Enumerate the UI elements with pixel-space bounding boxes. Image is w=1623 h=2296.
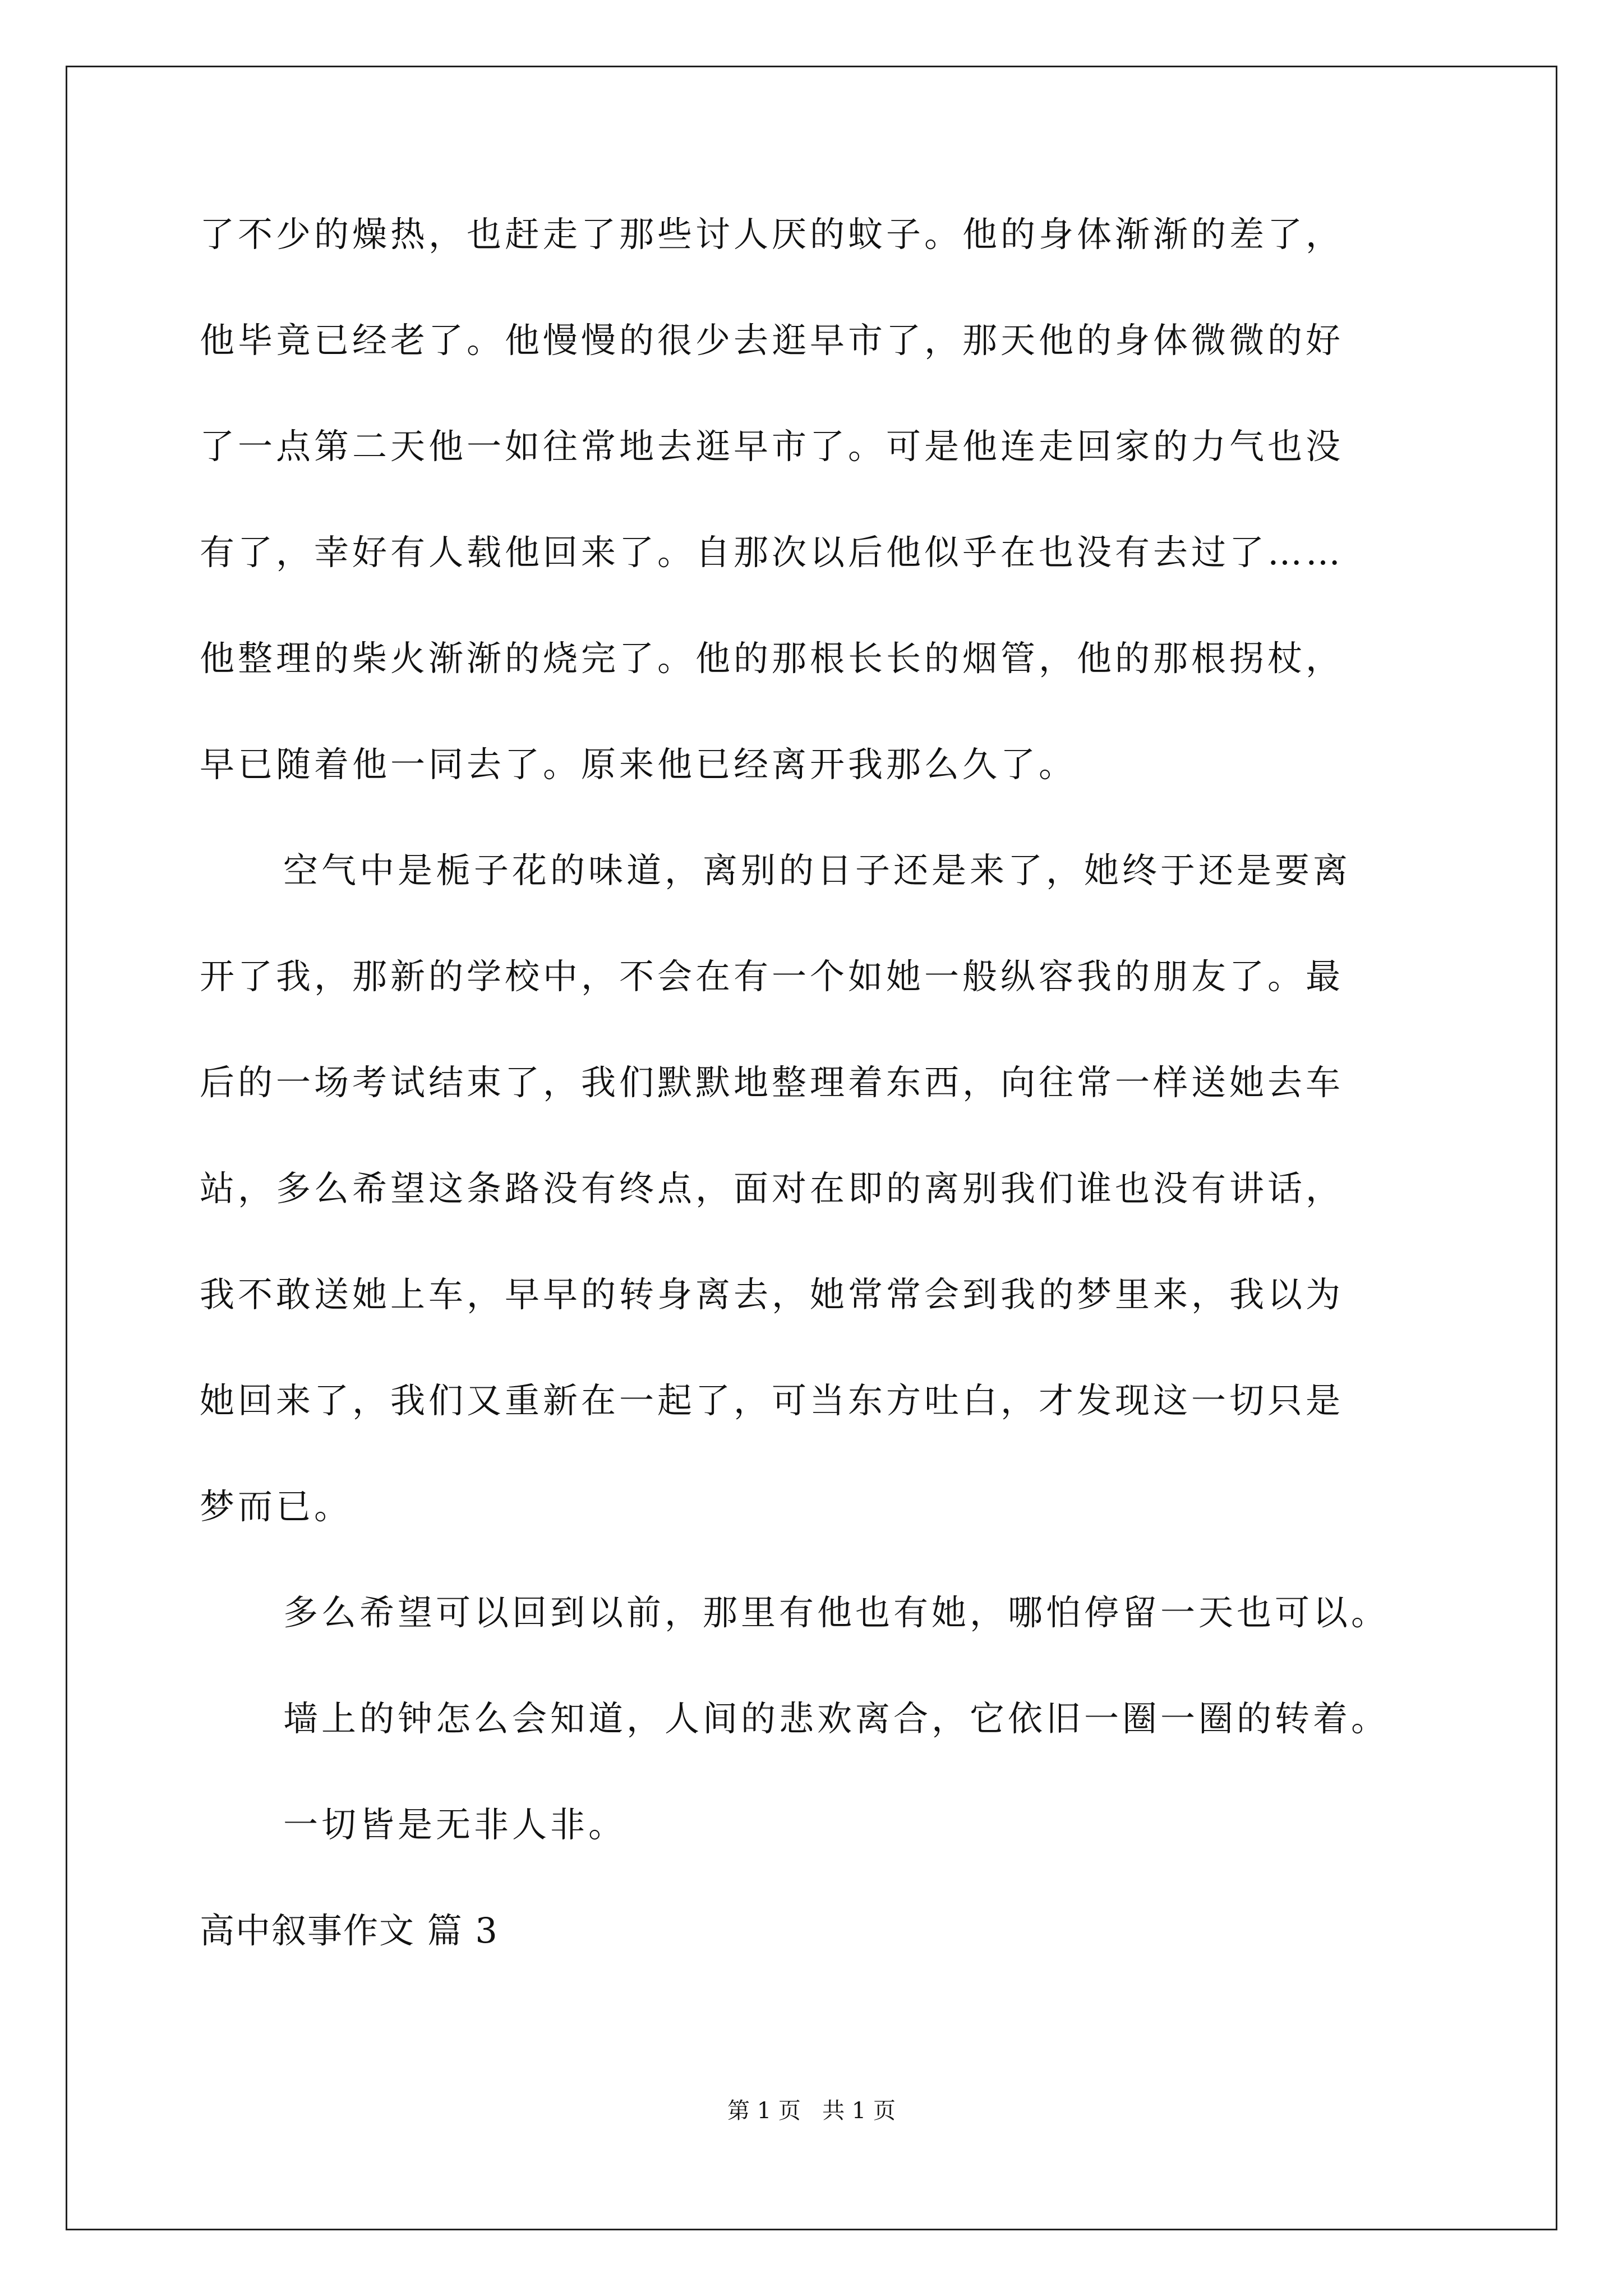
text-line: 多么希望可以回到以前，那里有他也有她，哪怕停留一天也可以。 bbox=[283, 1592, 1390, 1633]
text-line: 墙上的钟怎么会知道，人间的悲欢离合，它依旧一圈一圈的转着。 bbox=[283, 1698, 1390, 1739]
text-line: 开了我，那新的学校中，不会在有一个如她一般纵容我的朋友了。最 bbox=[200, 956, 1344, 997]
text-line: 她回来了，我们又重新在一起了，可当东方吐白，才发现这一切只是 bbox=[200, 1380, 1344, 1421]
text-line: 空气中是栀子花的味道，离别的日子还是来了，她终于还是要离 bbox=[283, 850, 1352, 891]
section-heading: 高中叙事作文 篇 3 bbox=[200, 1910, 499, 1951]
text-line: 早已随着他一同去了。原来他已经离开我那么久了。 bbox=[200, 744, 1077, 785]
page-footer: 第 1 页 共 1 页 bbox=[727, 2098, 896, 2124]
text-line: 他毕竟已经老了。他慢慢的很少去逛早市了，那天他的身体微微的好 bbox=[200, 320, 1344, 361]
text-line: 梦而已。 bbox=[200, 1486, 353, 1527]
text-line: 一切皆是无非人非。 bbox=[283, 1804, 627, 1845]
page-border bbox=[66, 66, 1557, 2230]
text-line: 站，多么希望这条路没有终点，面对在即的离别我们谁也没有讲话， bbox=[200, 1168, 1344, 1209]
text-line: 了一点第二天他一如往常地去逛早市了。可是他连走回家的力气也没 bbox=[200, 426, 1344, 467]
text-line: 了不少的燥热，也赶走了那些讨人厌的蚊子。他的身体渐渐的差了， bbox=[200, 214, 1344, 255]
text-line: 后的一场考试结束了，我们默默地整理着东西，向往常一样送她去车 bbox=[200, 1062, 1344, 1103]
text-line: 我不敢送她上车，早早的转身离去，她常常会到我的梦里来，我以为 bbox=[200, 1274, 1344, 1315]
text-line: 他整理的柴火渐渐的烧完了。他的那根长长的烟管，他的那根拐杖， bbox=[200, 638, 1344, 679]
text-line: 有了，幸好有人载他回来了。自那次以后他似乎在也没有去过了…… bbox=[200, 532, 1344, 573]
